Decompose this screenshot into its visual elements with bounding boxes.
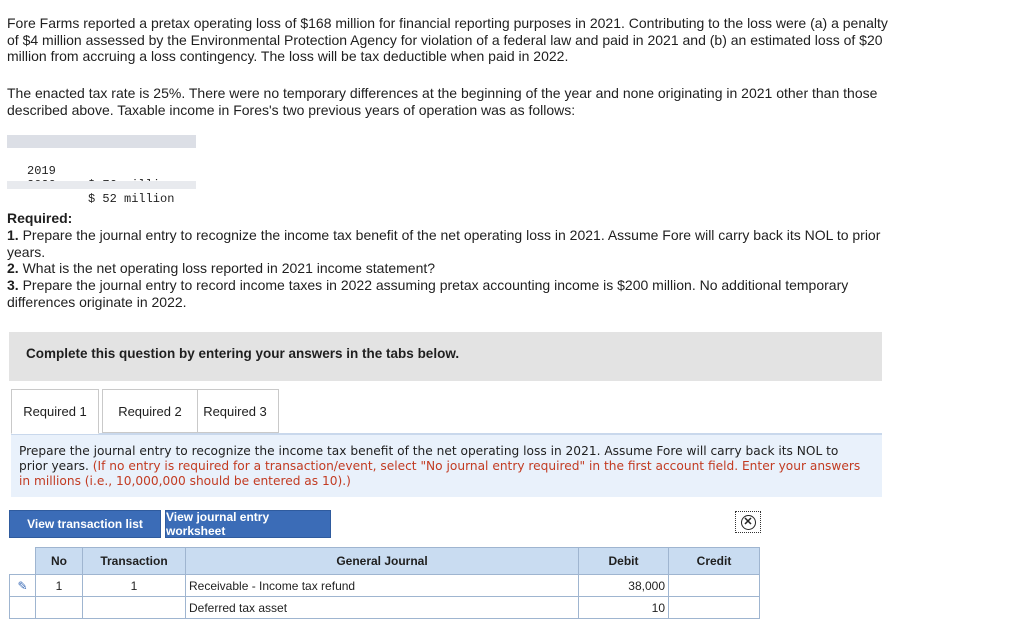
table-bottom-bar xyxy=(7,181,196,189)
edit-column-header xyxy=(10,548,36,575)
instruction-text: Complete this question by entering your answers in the tabs below. xyxy=(26,346,460,361)
edit-cell-empty xyxy=(10,597,36,619)
problem-paragraph-1: Fore Farms reported a pretax operating loss of $168 million for financial reporting purposes in 2021. Contributing to the loss were (a) a penalty of $4 million assessed by the Environmental Protection Agency for violation of a federal law and paid in 2021 and (b) an estimated loss of $20 million from accruing a loss contingency. The loss will be tax deductible when paid in 2022. xyxy=(7,15,888,64)
row-transaction: 1 xyxy=(83,575,186,597)
tab-required-1[interactable]: Required 1 xyxy=(11,389,99,434)
row-credit[interactable] xyxy=(669,575,760,597)
tab-required-3[interactable]: Required 3 xyxy=(191,389,279,433)
tab-required-2[interactable]: Required 2 xyxy=(102,389,198,433)
required-text: Prepare the journal entry to record income taxes in 2022 assuming pretax accounting income is $200 million. No additional temporary differences originate in 2022. xyxy=(7,277,849,310)
prompt-main: Prepare the journal entry to recognize the income tax benefit of the net operating loss in 2021. Assume Fore will carry back its NOL to prior years. xyxy=(19,444,839,473)
required-text: Prepare the journal entry to recognize the income tax benefit of the net operating loss in 2021. Assume Fore will carry back its NOL to prior years. xyxy=(7,226,881,260)
prompt-text xyxy=(19,444,869,489)
required-item-2 xyxy=(7,260,897,277)
header-transaction: Transaction xyxy=(83,548,186,575)
required-text: What is the net operating loss reported in 2021 income statement? xyxy=(18,260,436,277)
header-credit: Credit xyxy=(669,548,760,575)
required-num: 3. xyxy=(7,277,19,294)
required-item-3 xyxy=(7,277,897,311)
problem-paragraph-2: The enacted tax rate is 25%. There were no temporary differences at the beginning of the year and none originating in 2021 other than those described above. Taxable income in Fores's two previous years of operation was as follows: xyxy=(7,85,878,118)
income-year: 2019 xyxy=(27,164,56,178)
journal-table xyxy=(9,547,760,619)
prompt-box xyxy=(11,435,882,497)
journal-header-row xyxy=(10,548,760,575)
close-circle-icon: ✕ xyxy=(741,515,756,530)
view-journal-entry-worksheet-button[interactable]: View journal entry worksheet xyxy=(165,510,331,538)
table-top-bar xyxy=(7,135,196,148)
instruction-banner xyxy=(9,332,882,381)
row-account[interactable]: Receivable - Income tax refund xyxy=(186,575,579,597)
close-button[interactable] xyxy=(735,511,761,533)
header-no: No xyxy=(36,548,83,575)
header-debit: Debit xyxy=(579,548,669,575)
table-row xyxy=(10,575,760,597)
row-debit[interactable]: 38,000 xyxy=(579,575,669,597)
required-item-1 xyxy=(7,227,897,261)
header-general-journal: General Journal xyxy=(186,548,579,575)
row-account[interactable]: Deferred tax asset xyxy=(186,597,579,619)
row-transaction xyxy=(83,597,186,619)
required-num: 1. xyxy=(7,226,19,243)
pencil-icon[interactable]: ✎ xyxy=(10,575,36,597)
row-no: 1 xyxy=(36,575,83,597)
income-amount: $ 52 million xyxy=(88,192,175,206)
row-debit[interactable]: 10 xyxy=(579,597,669,619)
row-no xyxy=(36,597,83,619)
taxable-income-table xyxy=(7,135,196,206)
prompt-note: (If no entry is required for a transaction/event, select "No journal entry required" in the first account field. Enter your answers in millions (i.e., 10,000,000 should be entered as 10).) xyxy=(19,459,861,488)
view-transaction-list-button[interactable]: View transaction list xyxy=(9,510,161,538)
table-row xyxy=(10,597,760,619)
required-num: 2. xyxy=(7,260,19,277)
required-section xyxy=(7,210,897,311)
required-heading: Required: xyxy=(7,210,73,226)
row-credit[interactable] xyxy=(669,597,760,619)
